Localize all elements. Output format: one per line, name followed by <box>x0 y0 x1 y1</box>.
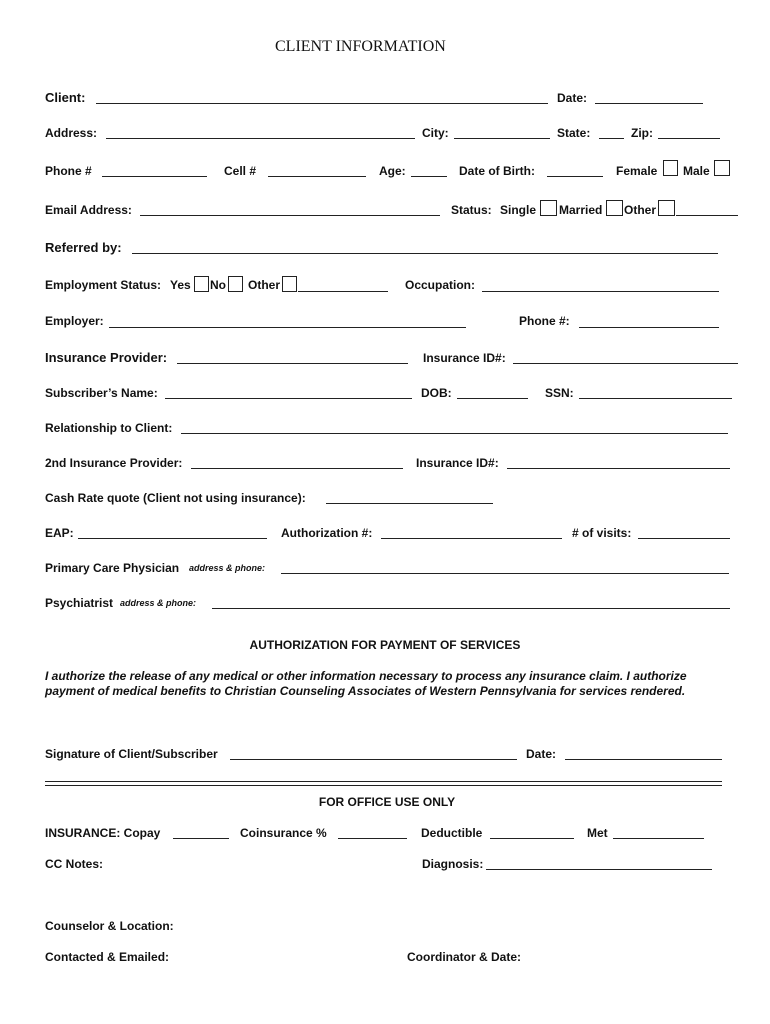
signature-label: Signature of Client/Subscriber <box>45 747 218 761</box>
relationship-field[interactable] <box>181 433 728 434</box>
single-checkbox[interactable] <box>540 200 557 216</box>
subscriber-dob-field[interactable] <box>457 398 528 399</box>
psychiatrist-note: address & phone: <box>120 598 197 608</box>
employer-phone-field[interactable] <box>579 327 719 328</box>
relationship-label: Relationship to Client: <box>45 421 173 435</box>
address-field[interactable] <box>106 138 415 139</box>
single-label: Single <box>500 203 537 217</box>
met-label: Met <box>587 826 608 840</box>
pcp-note: address & phone: <box>189 563 266 573</box>
signature-field[interactable] <box>230 759 517 760</box>
employer-phone-label: Phone #: <box>519 314 570 328</box>
visits-field[interactable] <box>638 538 730 539</box>
status-label: Status: <box>451 203 492 217</box>
insurance-id2-field[interactable] <box>507 468 730 469</box>
subscriber-dob-label: DOB: <box>421 386 452 400</box>
ssn-field[interactable] <box>579 398 732 399</box>
deductible-field[interactable] <box>490 838 574 839</box>
male-checkbox[interactable] <box>714 160 730 176</box>
coordinator-label: Coordinator & Date: <box>407 950 521 964</box>
employment-other-checkbox[interactable] <box>282 276 297 292</box>
insurance-id2-label: Insurance ID#: <box>416 456 499 470</box>
employment-yes-label: Yes <box>170 278 191 292</box>
employment-no-label: No <box>210 278 226 292</box>
other-status-label: Other <box>624 203 657 217</box>
zip-label: Zip: <box>631 126 653 140</box>
state-label: State: <box>557 126 591 140</box>
met-field[interactable] <box>613 838 704 839</box>
coinsurance-label: Coinsurance % <box>240 826 327 840</box>
cell-field[interactable] <box>268 176 366 177</box>
cash-rate-field[interactable] <box>326 503 493 504</box>
coinsurance-field[interactable] <box>338 838 407 839</box>
diagnosis-label: Diagnosis: <box>422 857 484 871</box>
female-checkbox[interactable] <box>663 160 678 176</box>
visits-label: # of visits: <box>572 526 632 540</box>
deductible-label: Deductible <box>421 826 483 840</box>
referred-label: Referred by: <box>45 240 122 255</box>
phone-field[interactable] <box>102 176 207 177</box>
cc-notes-label: CC Notes: <box>45 857 104 871</box>
pcp-field[interactable] <box>281 573 729 574</box>
client-field[interactable] <box>96 103 548 104</box>
authorization-text-line2: payment of medical benefits to Christian Counseling Associates of Western Pennsylvania for services rendered. <box>45 684 686 698</box>
subscriber-label: Subscriber’s Name: <box>45 386 158 400</box>
insurance-id-label: Insurance ID#: <box>423 351 506 365</box>
employment-yes-checkbox[interactable] <box>194 276 209 292</box>
diagnosis-field[interactable] <box>486 869 712 870</box>
eap-field[interactable] <box>78 538 267 539</box>
pcp-label: Primary Care Physician <box>45 561 180 575</box>
email-label: Email Address: <box>45 203 132 217</box>
psychiatrist-field[interactable] <box>212 608 730 609</box>
section-separator <box>45 781 722 786</box>
eap-label: EAP: <box>45 526 74 540</box>
counselor-label: Counselor & Location: <box>45 919 174 933</box>
authorization-field[interactable] <box>381 538 562 539</box>
city-field[interactable] <box>454 138 550 139</box>
other-status-checkbox[interactable] <box>658 200 675 216</box>
signature-date-label: Date: <box>526 747 557 761</box>
psychiatrist-label: Psychiatrist <box>45 596 114 610</box>
employer-field[interactable] <box>109 327 466 328</box>
insurance-provider2-label: 2nd Insurance Provider: <box>45 456 183 470</box>
employment-no-checkbox[interactable] <box>228 276 243 292</box>
age-field[interactable] <box>411 176 447 177</box>
employment-status-label: Employment Status: <box>45 278 162 292</box>
dob-label: Date of Birth: <box>459 164 535 178</box>
married-checkbox[interactable] <box>606 200 623 216</box>
cash-rate-label: Cash Rate quote (Client not using insurance): <box>45 491 306 505</box>
male-label: Male <box>683 164 710 178</box>
insurance-id-field[interactable] <box>513 363 738 364</box>
other-status-field[interactable] <box>676 215 738 216</box>
employment-other-field[interactable] <box>298 291 388 292</box>
insurance-provider2-field[interactable] <box>191 468 403 469</box>
occupation-field[interactable] <box>482 291 719 292</box>
office-heading: FOR OFFICE USE ONLY <box>318 795 456 809</box>
occupation-label: Occupation: <box>405 278 476 292</box>
address-label: Address: <box>45 126 98 140</box>
date-label: Date: <box>557 91 588 105</box>
phone-label: Phone # <box>45 164 92 178</box>
cell-label: Cell # <box>224 164 257 178</box>
ssn-label: SSN: <box>545 386 574 400</box>
age-label: Age: <box>379 164 406 178</box>
zip-field[interactable] <box>658 138 720 139</box>
insurance-provider-field[interactable] <box>177 363 408 364</box>
authorization-heading: AUTHORIZATION FOR PAYMENT OF SERVICES <box>249 638 521 652</box>
client-label: Client: <box>45 90 86 105</box>
page-title: CLIENT INFORMATION <box>275 38 446 55</box>
copay-label: INSURANCE: Copay <box>45 826 161 840</box>
insurance-provider-label: Insurance Provider: <box>45 350 168 365</box>
email-field[interactable] <box>140 215 440 216</box>
employer-label: Employer: <box>45 314 104 328</box>
subscriber-field[interactable] <box>165 398 412 399</box>
authorization-text-line1: I authorize the release of any medical or other information necessary to process any insurance claim. I authorize <box>45 669 687 683</box>
contacted-label: Contacted & Emailed: <box>45 950 170 964</box>
date-field[interactable] <box>595 103 703 104</box>
signature-date-field[interactable] <box>565 759 722 760</box>
married-label: Married <box>559 203 603 217</box>
authorization-label: Authorization #: <box>281 526 373 540</box>
dob-field[interactable] <box>547 176 603 177</box>
city-label: City: <box>422 126 449 140</box>
copay-field[interactable] <box>173 838 229 839</box>
employment-other-label: Other <box>248 278 281 292</box>
state-field[interactable] <box>599 138 624 139</box>
female-label: Female <box>616 164 658 178</box>
referred-field[interactable] <box>132 253 718 254</box>
